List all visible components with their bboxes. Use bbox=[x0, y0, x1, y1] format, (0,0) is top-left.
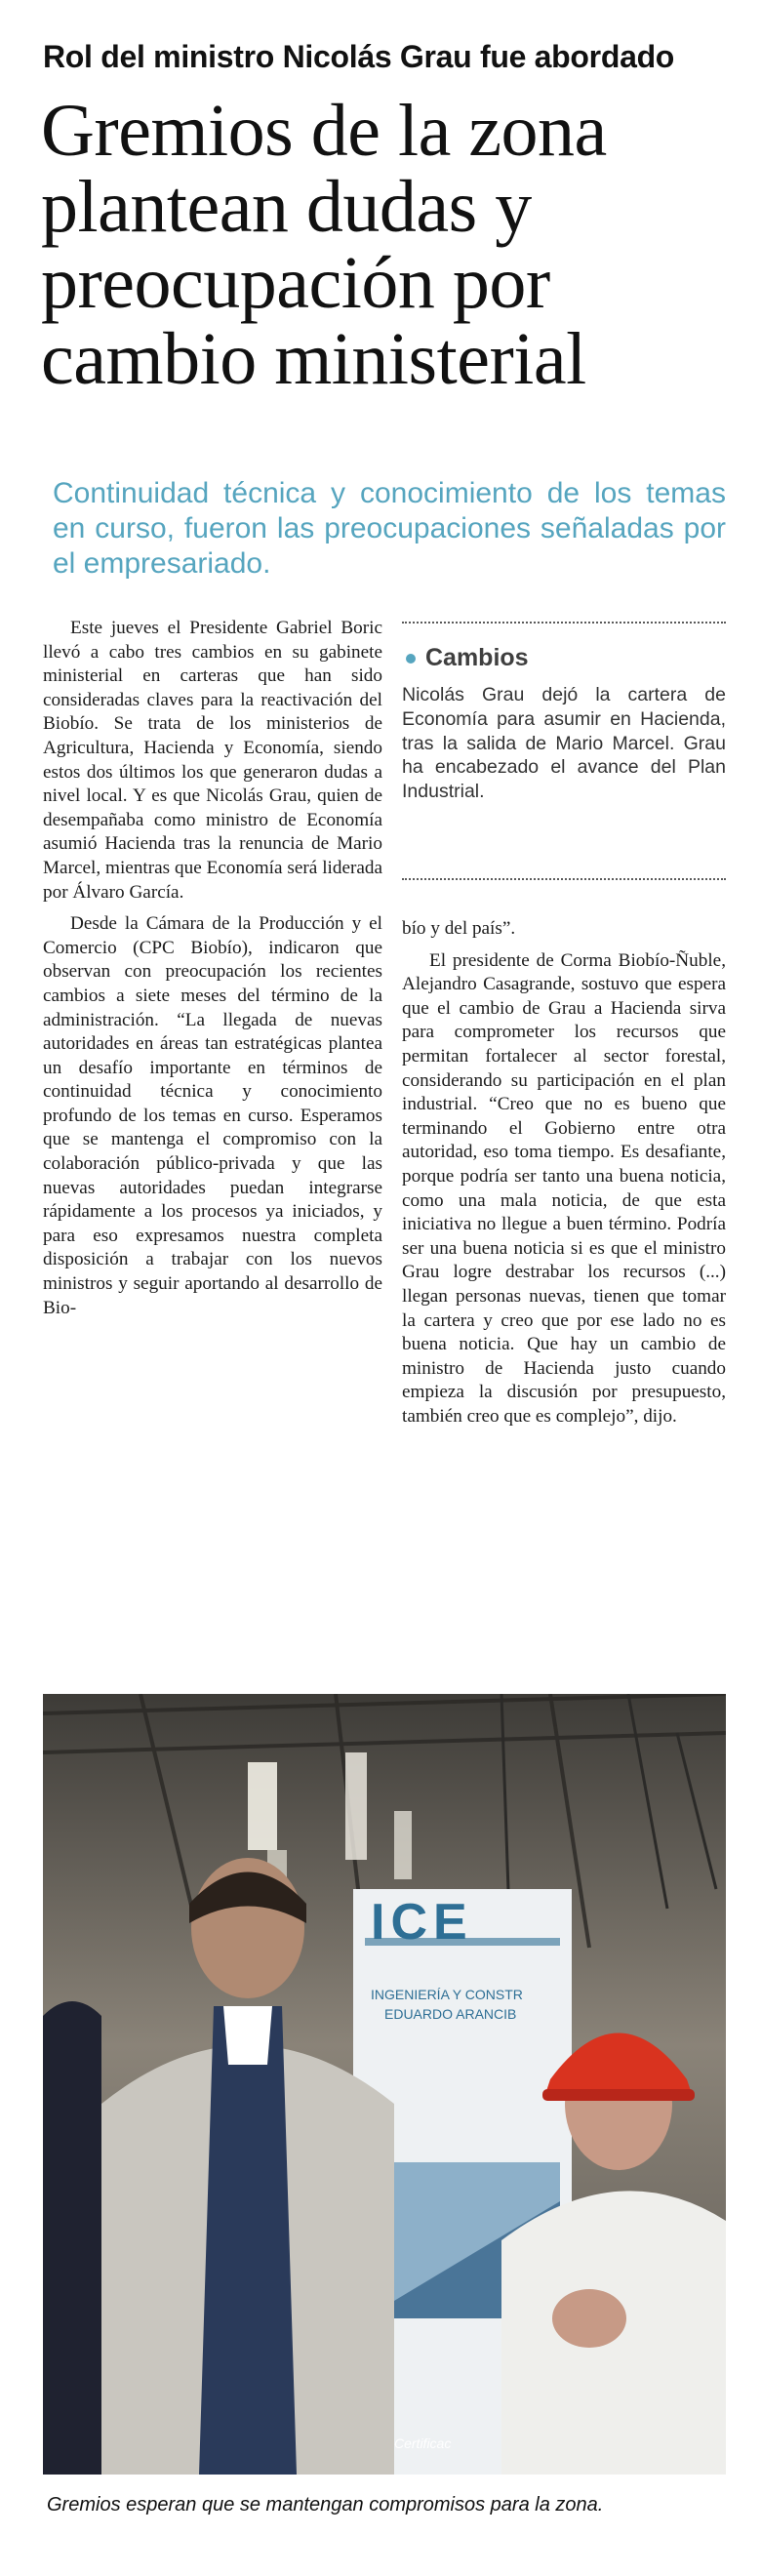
photo-caption: Gremios esperan que se mantengan compromisos para la zona. bbox=[47, 2494, 604, 2516]
body-column-right bbox=[402, 917, 726, 1630]
body-paragraph: Desde la Cámara de la Producción y el Comercio (CPC Biobío), indicaron que observan con preocupación los recientes cambios a siete meses del término de la administración. “La llegada de nuevas autoridades en áreas tan estratégicas plantea un desafío importante en términos de continuidad técnica y conocimiento profundo de los temas en curso. Esperamos que se mantenga el compromiso con la colaboración público-privada y que las nuevas autoridades puedan integrarse rápidamente a los procesos ya iniciados, y para eso expresamos nuestra completa disposición a trabajar con los nuevos ministros y seguir aportando al desarrollo de Bio- bbox=[43, 913, 382, 1318]
banner-subtext: INGENIERÍA Y CONSTR bbox=[371, 1987, 523, 2002]
bullet-icon bbox=[406, 654, 416, 664]
banner-subtext: EDUARDO ARANCIB bbox=[384, 2006, 517, 2022]
banner-logo-text: ICE bbox=[371, 1894, 473, 1951]
banner-footer-text: Certificac bbox=[394, 2435, 452, 2451]
body-paragraph: El presidente de Corma Biobío-Ñuble, Alejandro Casagrande, sostuvo que espera que el cambio de Grau a Hacienda sirva para comprometer los recursos que permitan fortalecer al sector forestal, considerando su participación en el plan industrial. “Creo que no es bueno que terminando el Gobierno entre otra autoridad, eso toma tiempo. Es desafiante, porque podría ser tanto una buena noticia, como una mala noticia, de que esta iniciativa no llegue a buen término. Podría ser una buena noticia si es que el ministro Grau logre destrabar los recursos (...) llegan personas nuevas, tienen que tomar la cartera y creo que por ese lado no es buena noticia. Que hay un cambio de ministro de Hacienda justo cuando empieza la discusión por presupuesto, también creo que es complejo”, dijo. bbox=[402, 949, 726, 1427]
article-photo bbox=[43, 1694, 726, 2475]
body-paragraph: bío y del país”. bbox=[402, 918, 516, 939]
headline: Gremios de la zona plantean dudas y preocupación por cambio ministerial bbox=[41, 90, 607, 400]
sidebar-divider-top bbox=[402, 622, 726, 624]
sidebar-title bbox=[402, 644, 726, 672]
kicker: Rol del ministro Nicolás Grau fue abordado bbox=[43, 39, 675, 74]
body-column-left bbox=[43, 617, 382, 1631]
photo-illustration bbox=[43, 1694, 726, 2475]
subhead: Continuidad técnica y conocimiento de los temas en curso, fueron las preocupaciones señaladas por el empresariado. bbox=[53, 477, 726, 580]
body-paragraph: Este jueves el Presidente Gabriel Boric llevó a cabo tres cambios en su gabinete ministerial en carteras que han sido consideradas claves para la reactivación del Biobío. Se trata de los ministerios de Agricultura, Hacienda y Economía, siendo estos dos últimos los que generaron dudas a nivel local. Y es que Nicolás Grau, quien de desempañaba como ministro de Economía asumió Hacienda tras la renuncia de Mario Marcel, mientras que Economía será liderada por Álvaro García. bbox=[43, 618, 382, 903]
sidebar-title-text: Cambios bbox=[425, 644, 529, 671]
sidebar-divider-bottom bbox=[402, 878, 726, 880]
sidebar-text: Nicolás Grau dejó la cartera de Economía para asumir en Hacienda, tras la salida de Mario Marcel. Grau ha encabezado el avance del Plan Industrial. bbox=[402, 684, 726, 803]
